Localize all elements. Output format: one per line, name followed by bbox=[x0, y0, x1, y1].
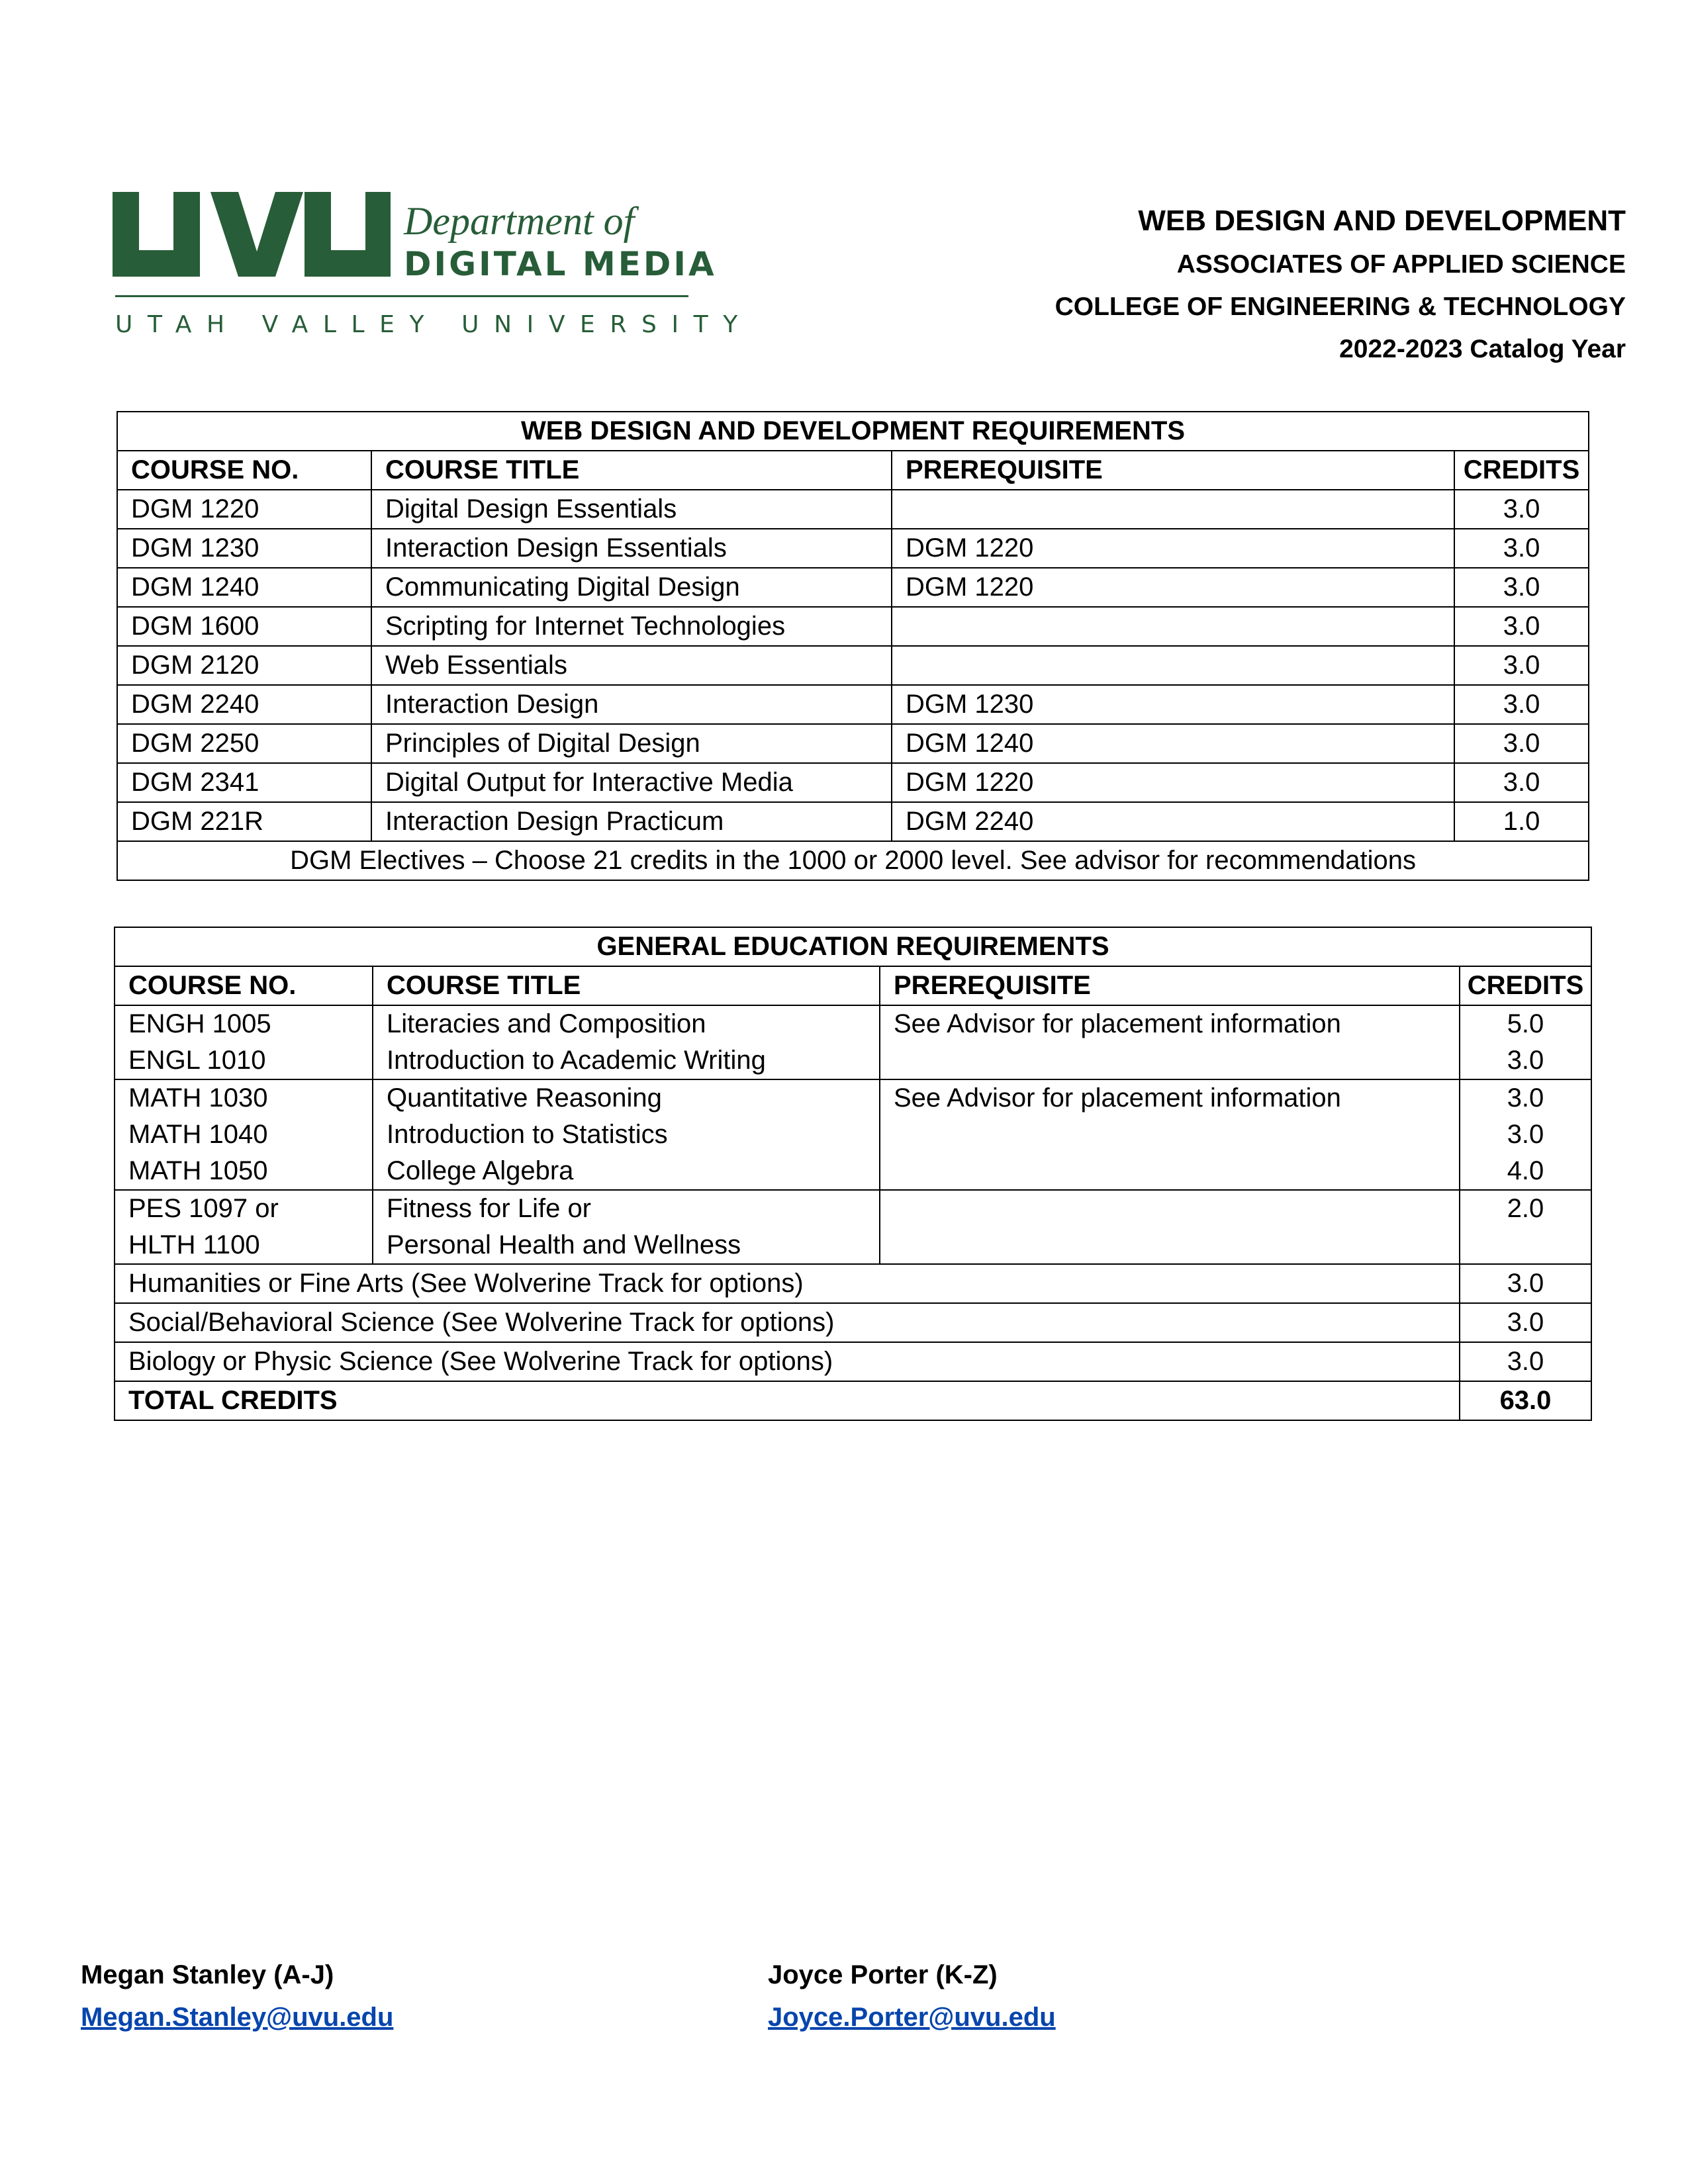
total-credits-label: TOTAL CREDITS bbox=[115, 1381, 1460, 1420]
course-title-group bbox=[373, 1079, 880, 1190]
table-row bbox=[115, 1342, 1591, 1381]
course-credits: 1.0 bbox=[1454, 802, 1589, 841]
course-prereq bbox=[892, 490, 1454, 529]
course-no: DGM 2250 bbox=[117, 724, 371, 763]
col-course-no: COURSE NO. bbox=[115, 966, 373, 1005]
course-credits: 2.0 bbox=[1460, 1190, 1591, 1264]
course-no: ENGL 1010 bbox=[128, 1046, 266, 1075]
course-credits: 3.0 bbox=[1507, 1046, 1544, 1075]
col-prerequisite: PREREQUISITE bbox=[880, 966, 1460, 1005]
course-prereq: DGM 1220 bbox=[892, 763, 1454, 802]
course-credits: 3.0 bbox=[1507, 1083, 1544, 1113]
course-title: College Algebra bbox=[387, 1156, 574, 1185]
course-no: DGM 2341 bbox=[117, 763, 371, 802]
table-row bbox=[115, 1264, 1591, 1303]
course-prereq: DGM 1220 bbox=[892, 529, 1454, 568]
course-credits-group bbox=[1460, 1079, 1591, 1190]
ge-requirements-table bbox=[114, 927, 1592, 1421]
col-prerequisite: PREREQUISITE bbox=[892, 451, 1454, 490]
table-row bbox=[117, 724, 1589, 763]
advisor-email-1[interactable]: Megan.Stanley@uvu.edu bbox=[81, 2003, 394, 2032]
catalog-year: 2022-2023 Catalog Year bbox=[1339, 335, 1626, 363]
course-no: MATH 1040 bbox=[128, 1120, 268, 1149]
course-credits: 3.0 bbox=[1454, 724, 1589, 763]
course-no: DGM 1240 bbox=[117, 568, 371, 607]
course-prereq: DGM 2240 bbox=[892, 802, 1454, 841]
logo-university-name: UTAH VALLEY UNIVERSITY bbox=[115, 311, 753, 338]
course-no: ENGH 1005 bbox=[128, 1009, 271, 1038]
ge-area-label: Humanities or Fine Arts (See Wolverine Track for options) bbox=[115, 1264, 1460, 1303]
course-title: Personal Health and Wellness bbox=[387, 1230, 741, 1259]
uvu-logo-mark bbox=[113, 192, 391, 278]
course-credits: 3.0 bbox=[1454, 646, 1589, 685]
course-title: Scripting for Internet Technologies bbox=[371, 607, 892, 646]
course-prereq bbox=[892, 607, 1454, 646]
course-prereq: DGM 1240 bbox=[892, 724, 1454, 763]
course-no: DGM 1600 bbox=[117, 607, 371, 646]
course-title: Interaction Design Essentials bbox=[371, 529, 892, 568]
course-no: DGM 221R bbox=[117, 802, 371, 841]
advisor-name-1: Megan Stanley (A-J) bbox=[81, 1960, 334, 1989]
course-prereq: See Advisor for placement information bbox=[880, 1079, 1460, 1190]
logo-department-line: Department of bbox=[404, 199, 635, 243]
ge-area-credits: 3.0 bbox=[1460, 1264, 1591, 1303]
degree-title: ASSOCIATES OF APPLIED SCIENCE bbox=[1176, 250, 1626, 279]
course-credits: 5.0 bbox=[1507, 1009, 1544, 1038]
course-no-group bbox=[115, 1079, 373, 1190]
course-no: HLTH 1100 bbox=[128, 1230, 260, 1259]
ge-area-credits: 3.0 bbox=[1460, 1342, 1591, 1381]
web-requirements-title: WEB DESIGN AND DEVELOPMENT REQUIREMENTS bbox=[117, 412, 1589, 451]
course-title: Interaction Design Practicum bbox=[371, 802, 892, 841]
course-credits: 3.0 bbox=[1507, 1120, 1544, 1149]
course-credits: 3.0 bbox=[1454, 685, 1589, 724]
col-course-title: COURSE TITLE bbox=[373, 966, 880, 1005]
course-title: Introduction to Statistics bbox=[387, 1120, 668, 1149]
logo-department-name: DIGITAL MEDIA bbox=[404, 245, 717, 283]
course-credits: 4.0 bbox=[1507, 1156, 1544, 1185]
course-credits: 3.0 bbox=[1454, 490, 1589, 529]
table-row bbox=[117, 529, 1589, 568]
table-row bbox=[117, 646, 1589, 685]
ge-requirements-title: GENERAL EDUCATION REQUIREMENTS bbox=[115, 927, 1591, 966]
course-title: Fitness for Life or bbox=[387, 1194, 592, 1223]
course-no: MATH 1030 bbox=[128, 1083, 268, 1113]
ge-area-credits: 3.0 bbox=[1460, 1303, 1591, 1342]
course-title: Principles of Digital Design bbox=[371, 724, 892, 763]
col-course-title: COURSE TITLE bbox=[371, 451, 892, 490]
program-header bbox=[1055, 199, 1626, 371]
course-no: DGM 2240 bbox=[117, 685, 371, 724]
table-row bbox=[117, 802, 1589, 841]
total-credits-value: 63.0 bbox=[1460, 1381, 1591, 1420]
table-row bbox=[115, 1079, 1591, 1190]
table-row bbox=[115, 1190, 1591, 1264]
course-title: Digital Design Essentials bbox=[371, 490, 892, 529]
course-no: DGM 2120 bbox=[117, 646, 371, 685]
total-row bbox=[115, 1381, 1591, 1420]
web-requirements-table bbox=[117, 411, 1589, 881]
logo-divider bbox=[115, 295, 688, 297]
course-title: Interaction Design bbox=[371, 685, 892, 724]
course-title: Introduction to Academic Writing bbox=[387, 1046, 766, 1075]
ge-area-label: Social/Behavioral Science (See Wolverine Track for options) bbox=[115, 1303, 1460, 1342]
course-title-group bbox=[373, 1190, 880, 1264]
table-row bbox=[117, 568, 1589, 607]
course-no: DGM 1230 bbox=[117, 529, 371, 568]
college-title: COLLEGE OF ENGINEERING & TECHNOLOGY bbox=[1055, 293, 1626, 321]
course-title: Web Essentials bbox=[371, 646, 892, 685]
col-course-no: COURSE NO. bbox=[117, 451, 371, 490]
course-no-group bbox=[115, 1005, 373, 1079]
program-title: WEB DESIGN AND DEVELOPMENT bbox=[1138, 205, 1626, 237]
course-credits: 3.0 bbox=[1454, 568, 1589, 607]
course-no: DGM 1220 bbox=[117, 490, 371, 529]
table-row bbox=[117, 607, 1589, 646]
table-row bbox=[115, 1005, 1591, 1079]
advisor-email-2[interactable]: Joyce.Porter@uvu.edu bbox=[768, 2003, 1056, 2032]
course-no: MATH 1050 bbox=[128, 1156, 268, 1185]
course-credits: 3.0 bbox=[1454, 607, 1589, 646]
ge-area-label: Biology or Physic Science (See Wolverine Track for options) bbox=[115, 1342, 1460, 1381]
course-credits: 3.0 bbox=[1454, 529, 1589, 568]
course-title-group bbox=[373, 1005, 880, 1079]
course-title: Communicating Digital Design bbox=[371, 568, 892, 607]
table-row bbox=[117, 685, 1589, 724]
col-credits: CREDITS bbox=[1460, 966, 1591, 1005]
course-credits-group bbox=[1460, 1005, 1591, 1079]
course-credits: 3.0 bbox=[1454, 763, 1589, 802]
course-title: Quantitative Reasoning bbox=[387, 1083, 662, 1113]
course-prereq: DGM 1230 bbox=[892, 685, 1454, 724]
electives-note: DGM Electives – Choose 21 credits in the 1000 or 2000 level. See advisor for recommendations bbox=[117, 841, 1589, 880]
course-prereq bbox=[892, 646, 1454, 685]
course-no: PES 1097 or bbox=[128, 1194, 279, 1223]
table-row bbox=[115, 1303, 1591, 1342]
course-prereq: See Advisor for placement information bbox=[880, 1005, 1460, 1079]
col-credits: CREDITS bbox=[1454, 451, 1589, 490]
table-row bbox=[117, 763, 1589, 802]
course-title: Digital Output for Interactive Media bbox=[371, 763, 892, 802]
department-logo bbox=[113, 192, 753, 351]
table-row bbox=[117, 490, 1589, 529]
course-title: Literacies and Composition bbox=[387, 1009, 706, 1038]
course-no-group bbox=[115, 1190, 373, 1264]
course-prereq bbox=[880, 1190, 1460, 1264]
course-prereq: DGM 1220 bbox=[892, 568, 1454, 607]
advisor-name-2: Joyce Porter (K-Z) bbox=[768, 1960, 998, 1989]
